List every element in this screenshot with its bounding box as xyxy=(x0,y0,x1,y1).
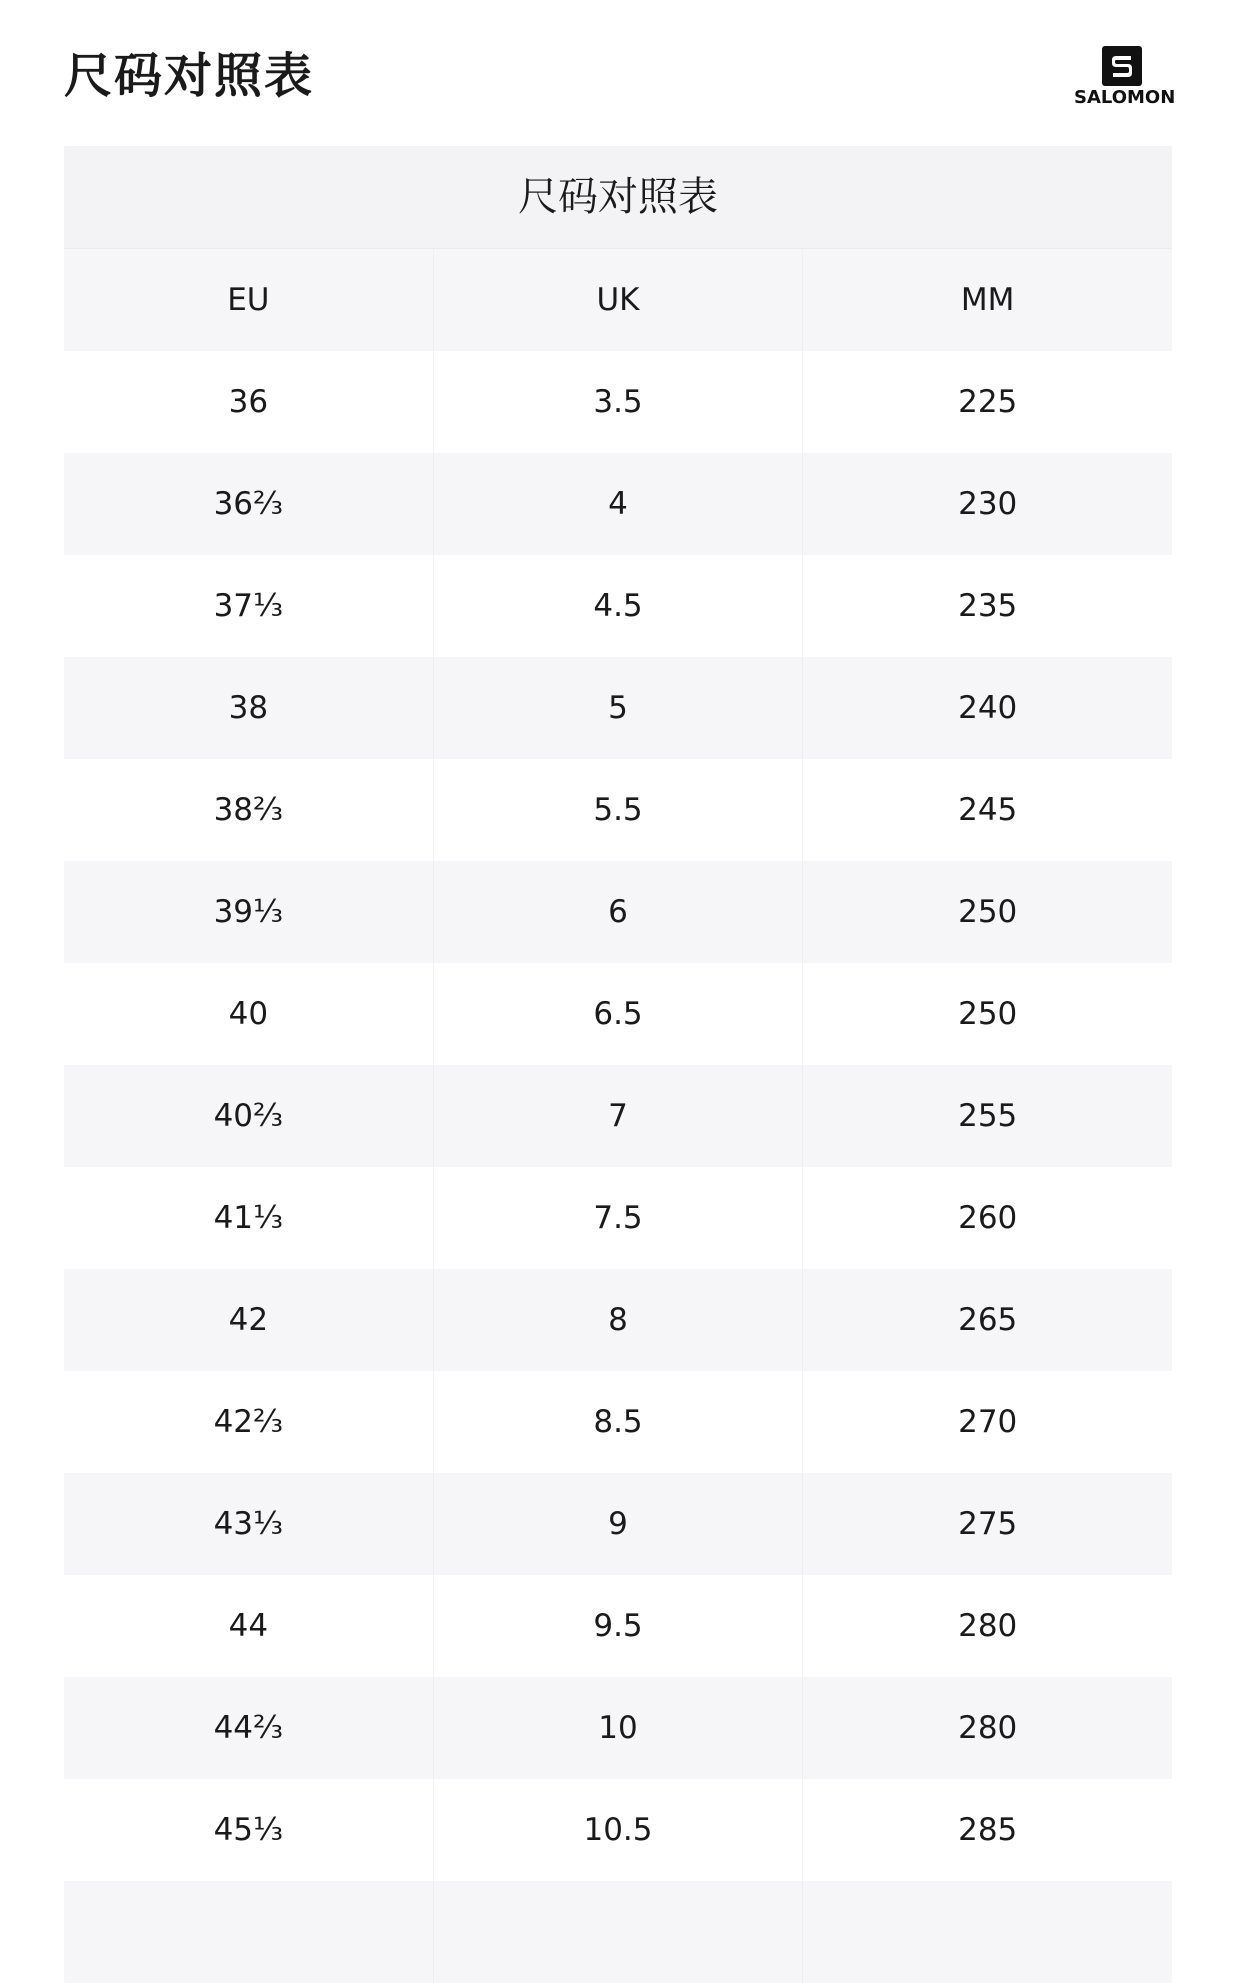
table-row xyxy=(64,1575,1172,1677)
uk-cell: 9 xyxy=(433,1473,803,1575)
mm-cell: 280 xyxy=(802,1677,1172,1779)
uk-cell: 6 xyxy=(433,861,803,963)
table-row xyxy=(64,759,1172,861)
mm-cell: 255 xyxy=(802,1065,1172,1167)
eu-cell: 36⅔ xyxy=(213,486,284,522)
table-row xyxy=(64,555,1172,657)
eu-cell: 38⅔ xyxy=(213,792,284,828)
mm-cell: 265 xyxy=(802,1269,1172,1371)
mm-cell: 250 xyxy=(802,861,1172,963)
salomon-s-icon xyxy=(1102,46,1142,86)
table-row xyxy=(64,1269,1172,1371)
table-row xyxy=(64,1779,1172,1881)
table-row xyxy=(64,1065,1172,1167)
uk-cell: 3.5 xyxy=(433,351,803,453)
eu-cell: 44 xyxy=(228,1608,269,1644)
table-row xyxy=(64,1677,1172,1779)
eu-cell: 36 xyxy=(228,384,269,420)
salomon-logo xyxy=(1074,46,1176,108)
uk-cell: 9.5 xyxy=(433,1575,803,1677)
eu-cell: 40⅔ xyxy=(213,1098,284,1134)
table-row-partial xyxy=(64,1881,1172,1983)
eu-cell: 43⅓ xyxy=(213,1506,284,1542)
mm-cell: 230 xyxy=(802,453,1172,555)
table-row xyxy=(64,861,1172,963)
mm-cell: 285 xyxy=(802,1779,1172,1881)
uk-cell xyxy=(433,1881,803,1983)
uk-cell: 7 xyxy=(433,1065,803,1167)
eu-cell: 42⅔ xyxy=(213,1404,284,1440)
table-row xyxy=(64,1473,1172,1575)
column-header-eu: EU xyxy=(227,282,270,318)
eu-cell: 37⅓ xyxy=(213,588,284,624)
uk-cell: 10.5 xyxy=(433,1779,803,1881)
mm-cell: 225 xyxy=(802,351,1172,453)
mm-cell xyxy=(802,1881,1172,1983)
table-caption: 尺码对照表 xyxy=(64,146,1172,249)
column-header-uk: UK xyxy=(433,249,803,351)
uk-cell: 8 xyxy=(433,1269,803,1371)
salomon-wordmark: SALOMON xyxy=(1074,87,1176,108)
column-header-mm: MM xyxy=(802,249,1172,351)
mm-cell: 240 xyxy=(802,657,1172,759)
eu-cell: 40 xyxy=(228,996,269,1032)
eu-cell: 42 xyxy=(228,1302,269,1338)
mm-cell: 260 xyxy=(802,1167,1172,1269)
page-title: 尺码对照表 xyxy=(64,48,315,104)
mm-cell: 250 xyxy=(802,963,1172,1065)
uk-cell: 10 xyxy=(433,1677,803,1779)
mm-cell: 235 xyxy=(802,555,1172,657)
eu-cell: 41⅓ xyxy=(213,1200,284,1236)
table-row xyxy=(64,1167,1172,1269)
eu-cell: 45⅓ xyxy=(213,1812,284,1848)
uk-cell: 4 xyxy=(433,453,803,555)
eu-cell: 44⅔ xyxy=(213,1710,284,1746)
table-row xyxy=(64,453,1172,555)
uk-cell: 7.5 xyxy=(433,1167,803,1269)
mm-cell: 280 xyxy=(802,1575,1172,1677)
uk-cell: 5 xyxy=(433,657,803,759)
eu-cell: 39⅓ xyxy=(213,894,284,930)
table-row xyxy=(64,1371,1172,1473)
mm-cell: 275 xyxy=(802,1473,1172,1575)
uk-cell: 4.5 xyxy=(433,555,803,657)
mm-cell: 270 xyxy=(802,1371,1172,1473)
eu-cell xyxy=(64,1881,433,1983)
table-row xyxy=(64,351,1172,453)
mm-cell: 245 xyxy=(802,759,1172,861)
table-row xyxy=(64,963,1172,1065)
table-header-row xyxy=(64,249,1172,351)
uk-cell: 6.5 xyxy=(433,963,803,1065)
uk-cell: 8.5 xyxy=(433,1371,803,1473)
eu-cell: 38 xyxy=(228,690,269,726)
table-row xyxy=(64,657,1172,759)
size-chart-table xyxy=(64,146,1172,1983)
uk-cell: 5.5 xyxy=(433,759,803,861)
